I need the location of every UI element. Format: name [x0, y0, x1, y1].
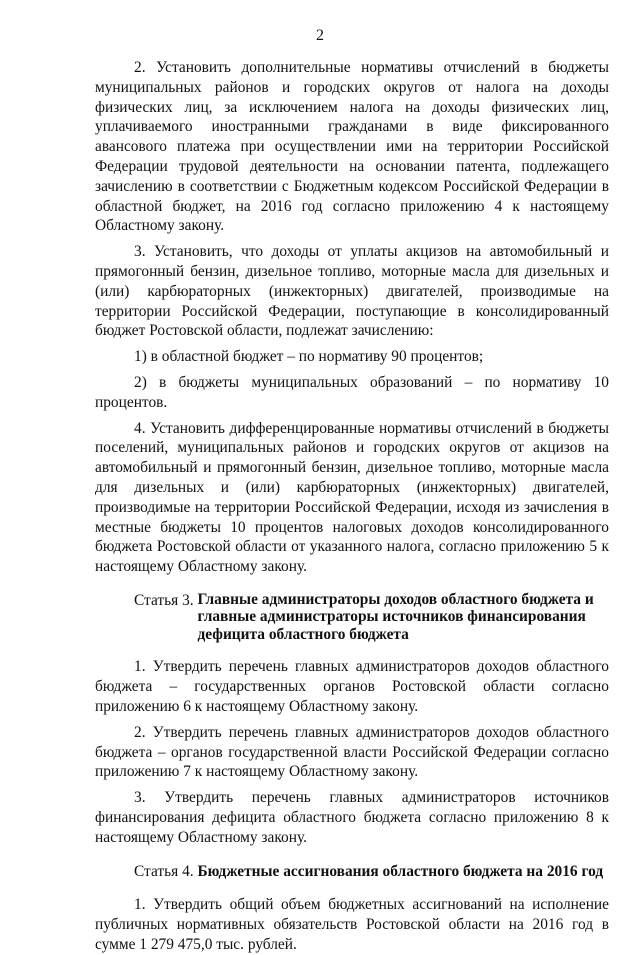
paragraph-4-differentiated-norms: 4. Установить дифференцированные нормативы отчислений в бюджеты поселений, муниципальных районов и городских округов от акцизов на автомобильный и прямогонный бензин, дизельное топливо, моторные масла для дизельных и (или) карбюраторных (инжекторных) двигателей, производимые на территории Российской Федерации, исходя из зачисления в местные бюджеты 10 процентов налоговых доходов консолидированного бюджета Ростовской области от указанного налога, согласно приложению 5 к настоящему Областному закону.: [95, 419, 609, 576]
article-3-title: Главные администраторы доходов областного бюджета и главные администраторы источников финансирования дефицита областного бюджета: [197, 590, 594, 643]
article-3-heading: [95, 591, 609, 644]
paragraph-municipal-budget-norm: 2) в бюджеты муниципальных образований – по нормативу 10 процентов.: [95, 373, 609, 411]
paragraph-3-excise-revenue: 3. Установить, что доходы от уплаты акцизов на автомобильный и прямогонный бензин, дизельное топливо, моторные масла для дизельных и (или) карбюраторных (инжекторных) двигателей, производимые на территории Российской Федерации, поступающие в консолидированный бюджет Ростовской области, подлежат зачислению:: [95, 243, 609, 340]
page-number: 2: [316, 27, 324, 44]
paragraph-revenue-admins-federal: 2. Утвердить перечень главных администраторов доходов областного бюджета – органов государственной власти Российской Федерации согласно приложению 7 к настоящему Областному закону.: [95, 723, 609, 781]
article-3-label: Статья 3.: [134, 591, 198, 609]
article-4-heading: [95, 862, 609, 882]
paragraph-revenue-admins-regional: 1. Утвердить перечень главных администраторов доходов областного бюджета – государственных органов Ростовской области согласно приложению 6 к настоящему Областному закону.: [95, 658, 609, 716]
document-body: [95, 58, 609, 955]
article-4-label: Статья 4.: [134, 862, 198, 880]
paragraph-public-obligations-total: 1. Утвердить общий объем бюджетных ассигнований на исполнение публичных нормативных обязательств Ростовской области на 2016 год в сумме 1 279 475,0 тыс. рублей.: [95, 896, 609, 953]
paragraph-regional-budget-norm: 1) в областной бюджет – по нормативу 90 процентов;: [134, 348, 484, 366]
paragraph-deficit-financing-admins: 3. Утвердить перечень главных администраторов источников финансирования дефицита областного бюджета согласно приложению 8 к настоящему Областному закону.: [95, 789, 609, 846]
paragraph-2-additional-norms: 2. Установить дополнительные нормативы отчислений в бюджеты муниципальных районов и городских округов от налога на доходы физических лиц, за исключением налога на доходы физических лиц, уплачиваемого иностранными гражданами в виде фиксированного авансового платежа при осуществлении ими на территории Российской Федерации трудовой деятельности на основании патента, подлежащего зачислению в соответствии с Бюджетным кодексом Российской Федерации в областной бюджет, на 2016 год согласно приложению 4 к настоящему Областному закону.: [95, 59, 609, 235]
article-4-title: Бюджетные ассигнования областного бюджета на 2016 год: [197, 862, 604, 880]
